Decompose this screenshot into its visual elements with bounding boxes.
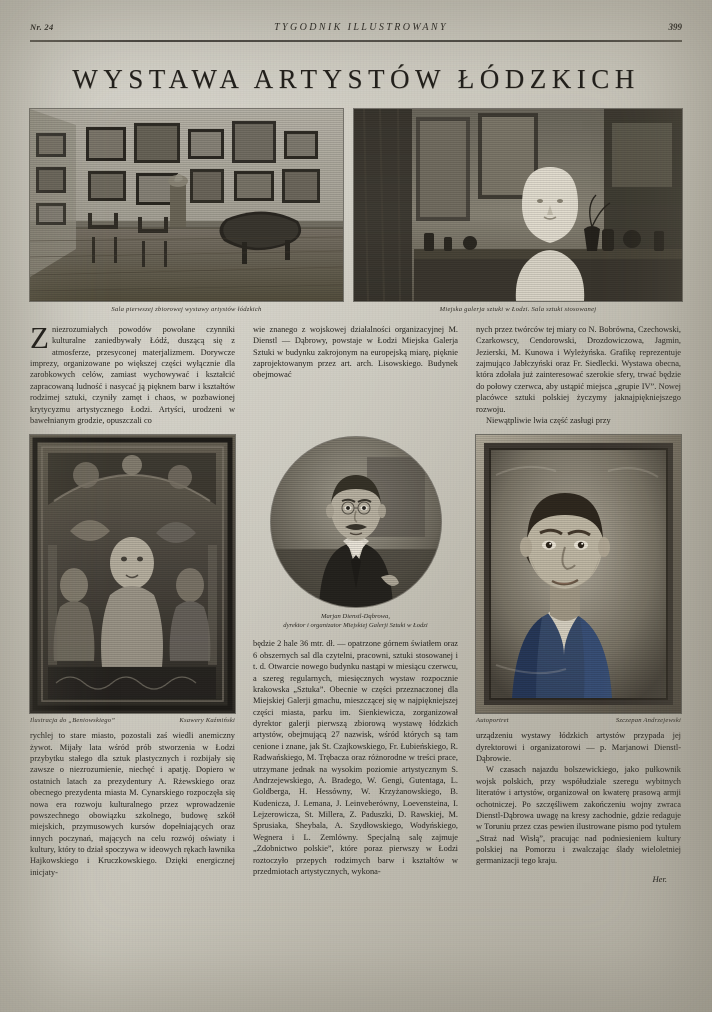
portrait-name: Marjan Dienstl-Dąbrowa, <box>321 613 390 621</box>
photo-exhibition-hall <box>30 109 343 301</box>
header-rule <box>30 40 682 42</box>
page-title: WYSTAWA ARTYSTÓW ŁÓDZKICH <box>72 64 640 94</box>
portrait-role: dyrektor i organizator Miejskiej Galerji Sztuki w Łodzi <box>283 621 428 629</box>
right-plate-caption <box>476 717 681 724</box>
issue-number: Nr. 24 <box>30 22 54 32</box>
portrait-dienstl-dabrowa <box>271 437 441 607</box>
column-two-middle <box>253 638 458 877</box>
top-caption-row <box>30 301 682 314</box>
artwork-self-portrait <box>476 435 681 713</box>
running-head <box>30 22 682 38</box>
portrait-image <box>271 437 441 607</box>
paragraph-col2-mid: będzie 2 hale 36 mtr. dł. — opatrzone górnem światłem oraz 6 obszernych sal dla czytelni, pracowni, sztuki stosowanej i t. d. Otwarcie nowego budynku nastąpi w miesiącu czerwcu, a szereg regularnych, miesięcznych wystaw rozpocznie krakowska „Sztuka”. Obecnie w części przeznaczonej dla Miejskiej Galerji gmachu, mieszczącej się w najpiękniejszej części miasta, parku im. Sienkiewicza, zorganizował dyrektor galerji pierwszą zbiorową wystawę łódzkich artystów, obejmującą 27 nazwisk, wśród których są tam cenione i znane, jak St. Czajkowskiego, Fr. Łubieńskiego, R. Radwańskiego, M. Trębacza oraz różnorodne w treści prace, utrzymane jednak na wysokim poziomie artystycznym S. Andrzejewskiego, A. Bradego, W. Gengi, Gutentaga, L. Goldberga, H. Hessówny, W. Krzyżanowskiego, B. Kudenicza, J. Lemana, J. Leinveberówny, Loevensteina, I. Lejzerowicza, St. Millera, Z. Paduszki, D. Rawskiej, M. Sprusiaka, Sheybala, A. Szydłowskiego, Wodyńskiego, Wegnera i L. Zemlówny. Specjalną salę zajmuje „Zdobnictwo polskie”, które poraz pierwszy w Łodzi roztoczyło przepych rodzimych barw i kształtów w przedmiotach artystycznych, wykona- <box>253 639 458 876</box>
journal-title: TYGODNIK ILLUSTROWANY <box>274 22 448 33</box>
left-plate-artist: Ksawery Kaźmiński <box>179 717 235 725</box>
photo-applied-art-room <box>354 109 682 301</box>
paragraph-col3-bottom-b: W czasach najazdu bolszewickiego, jako pułkownik wojsk polskich, przy współudziale szeregu wybitnych literatów i artystów, organizował on kwaterę prasową armji ochotniczej. Po szczęśliwem zakończeniu wojny zwraca Dienstl-Dąbrowa uwagę na kresy zachodnie, gdzie redaguje w Toruniu przez czas pewien ilustrowane pismo pod tytułem „Straż nad Wisłą”, pracując nad podniesieniem kultury polskiej na Pomorzu i zwalczając ślady wieloletniej germanizacji tego kraju. <box>476 765 681 866</box>
illustration-band <box>30 435 682 884</box>
self-portrait-image <box>476 435 681 713</box>
paragraph-col2-top: wie znanego z wojskowej działalności organizacyjnej M. Dienstl — Dąbrowy, powstaje w Łodzi Miejska Galerja Sztuki w budynku zakrojonym na europejską miarę, pięknie zaprojektowanym przez art. arch. Lisowskiego. Budynek obejmować <box>253 324 458 380</box>
caption-exhibition-hall: Sala pierwszej zbiorowej wystawy artystów łódzkich <box>111 306 262 313</box>
exhibition-hall-image <box>30 109 343 301</box>
paragraph-col3-bottom-a: urządzeniu wystawy łódzkich artystów przypada jej dyrektorowi i organizatorowi — p. Marjanowi Dienstl-Dąbrowie. <box>476 731 681 764</box>
top-photo-row <box>30 109 682 301</box>
left-plate-column <box>30 435 235 884</box>
applied-art-room-image <box>354 109 682 301</box>
column-three-upper <box>476 324 681 426</box>
lead-paragraph: Zniezrozumiałych powodów powołane czynniki kulturalne zaniedbywały Łódź, duszącą się z atmosferze, przesyconej materjalizmem. Dorywcze imprezy, organizowane po większej części wyłącznie dla zarobkowych celów, zamiast wychowywać i kształcić zapracowaną ludność i nasycać ją pięknem barw i kształtów rodzimej sztuki, czyniły zamęt i chaos, w pozbawionej krytycyzmu artystycznego Łodzi. Artyści, urodzeni w bawełnianym grodzie, opuszczali co <box>30 319 235 425</box>
center-portrait-column <box>253 435 458 884</box>
page-number: 399 <box>668 22 682 32</box>
page-content <box>30 22 682 884</box>
portrait-caption <box>253 613 458 630</box>
paragraph-col3-top-b: Niewątpliwie lwia część zasługi przy <box>486 415 611 425</box>
right-plate-title: Autoportret <box>476 717 509 725</box>
right-plate-artist: Szczepan Andrzejewski <box>615 717 681 725</box>
column-two-upper <box>253 324 458 426</box>
artwork-beniowski-illustration <box>30 435 235 713</box>
left-plate-caption <box>30 717 235 724</box>
upper-text-columns <box>30 319 682 426</box>
column-three-lower <box>476 730 681 867</box>
paragraph-col3-top-a: nych przez twórców tej miary co N. Bobrówna, Czechowski, Czarkowscy, Cendorowski, Drozdowiczowa, Jagmin, Jezierski, M. Kunowa i Wyleżyńska. Grafikę reprezentuje zajmująco Jabłczyński oraz Fr. Siedlecki. Wystawa obecna, która zdołała już zainteresować szerokie sfery, trwać będzie do połowy czerwca, aby ustąpić miejsca „grupie IV”. Nowej placówce sztuki polskiej życzymy jaknajpiękniejszego rozwoju. <box>476 324 681 414</box>
left-plate-title: Ilustracja do „Beniowskiego” <box>30 717 116 725</box>
beniowski-illustration-image <box>30 435 235 713</box>
article-signature: Her. <box>652 873 667 884</box>
caption-applied-art-room: Miejska galerja sztuki w Łodzi. Sala sztuki stosowanej <box>439 306 597 313</box>
right-plate-column <box>476 435 681 884</box>
portrait-wrapper <box>253 437 458 607</box>
column-one-lower <box>30 730 235 878</box>
paragraph-col1-bottom: rychlej to stare miasto, pozostali zaś wiedli anemiczny żywot. Mijały lata wśród prób stworzenia w Łodzi przybytku stałego dla sztuk plastycznych i rozbijały się zawsze o niezrozumienie, niechęć i apatję. Dopiero w ostatnich latach za prezydentury A. Rżewskiego oraz obecnego prezydenta miasta M. Cynarskiego rozpoczęła się nowa era rozwoju kulturalnego przez wprowadzenie powszechnego obowiązku szkolnego, budowę szkół miejskich, przymusowych kursów dopełniających oraz innych poczynań, mających na celu rozwój oświaty i kultury, który to dział spoczywa w ideowych rękach ławnika Hajkowskiego i Kruczkowskiego. Dzięki energicznej inicjaty- <box>30 731 235 877</box>
column-one-upper <box>30 319 235 426</box>
